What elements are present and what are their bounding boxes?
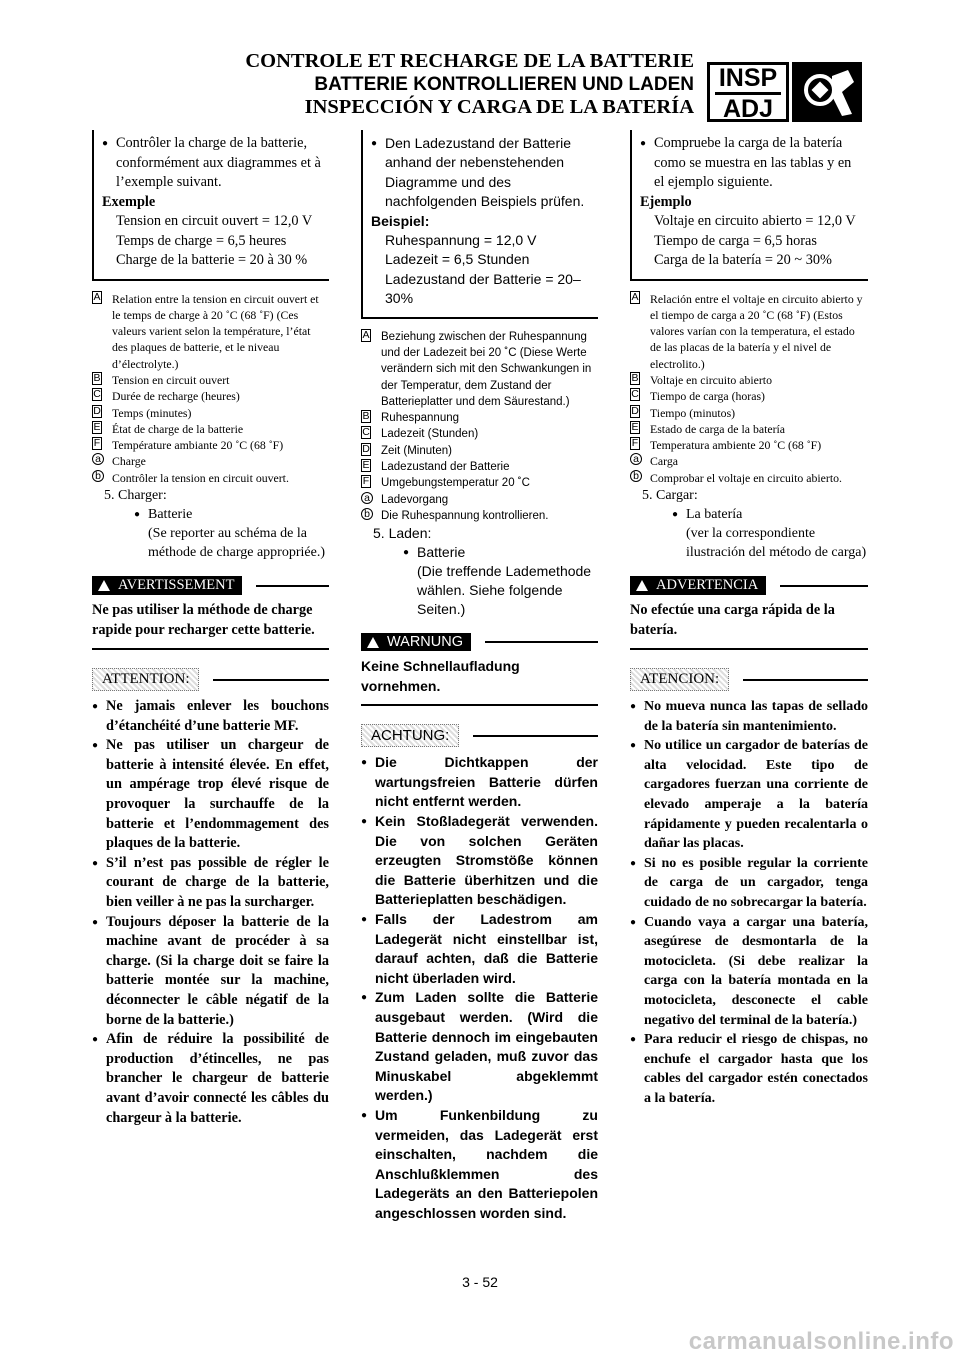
caution-item: ● Die Dichtkappen der wartungsfreien Batterie dürfen nicht entfernt werden. bbox=[361, 753, 598, 812]
caution-list bbox=[361, 753, 598, 1223]
example-line-1: Ruhespannung = 12,0 V bbox=[385, 232, 537, 249]
caution-item: ● S’il n’est pas possible de régler le courant de charge de la batterie, bien veiller à ne pas la surcharger. bbox=[92, 854, 329, 913]
title-spanish: INSPECCIÓN Y CARGA DE LA BATERÍA bbox=[304, 96, 694, 118]
intro-text: ● Compruebe la carga de la batería como se muestra en las tablas y en el ejemplo siguiente. bbox=[640, 134, 862, 193]
legend-key: a bbox=[630, 453, 642, 465]
page-number: 3 - 52 bbox=[462, 1274, 498, 1290]
warning-label-text: WARNUNG bbox=[387, 634, 463, 651]
caution-label: ATTENTION: bbox=[92, 668, 199, 691]
divider bbox=[485, 641, 598, 643]
legend-key: C bbox=[93, 388, 101, 401]
legend-key: F bbox=[362, 475, 370, 488]
example-line-1: Tension en circuit ouvert = 12,0 V bbox=[116, 213, 313, 229]
badge-insp: INSP bbox=[715, 65, 781, 95]
legend-text: Temperatura ambiente 20 ˚C (68 ˚F) bbox=[650, 438, 822, 453]
example-line-2: Temps de charge = 6,5 heures bbox=[116, 232, 287, 249]
legend-key: E bbox=[631, 420, 639, 433]
legend-text: Contrôler la tension en circuit ouvert. bbox=[112, 470, 289, 485]
title-german: BATTERIE KONTROLLIEREN UND LADEN bbox=[314, 74, 694, 95]
legend-notes bbox=[630, 291, 868, 487]
caution-item: ● Falls der Ladestrom am Ladegerät nicht einstellbar ist, darauf achten, daß die Batterie nicht überladen wird. bbox=[361, 910, 598, 988]
legend-key: A bbox=[631, 290, 639, 303]
column-french bbox=[92, 130, 329, 1128]
legend-key: F bbox=[631, 437, 639, 450]
caution-item: ● No utilice un cargador de baterías de alta velocidad. Este tipo de cargadores fuerzan una corriente de elevado amperaje a la batería rápidamente y pueden recalentarla o dañar las placas. bbox=[630, 736, 868, 854]
legend-notes bbox=[361, 329, 598, 525]
caution-item: ● Ne jamais enlever les bouchons d’étanchéité d’une batterie MF. bbox=[92, 697, 329, 736]
caution-list bbox=[630, 697, 868, 1108]
legend-key: E bbox=[93, 420, 101, 433]
example-line-3: Ladezustand der Batterie = 20–30% bbox=[385, 270, 581, 307]
charge-step bbox=[361, 524, 598, 619]
step-title: 5. Charger: bbox=[104, 488, 167, 504]
divider bbox=[256, 585, 329, 587]
badge-adj: ADJ bbox=[722, 95, 773, 123]
caution-item: ● No mueva nunca las tapas de sellado de la batería sin mantenimiento. bbox=[630, 697, 868, 736]
instruction-box bbox=[630, 130, 868, 281]
divider bbox=[213, 679, 329, 681]
legend-text: Tiempo de carga (horas) bbox=[650, 389, 765, 404]
legend-text: Comprobar el voltaje en circuito abierto. bbox=[650, 470, 842, 485]
caution-header bbox=[92, 668, 329, 691]
warning-label-text: AVERTISSEMENT bbox=[118, 577, 235, 594]
charge-step bbox=[92, 486, 329, 562]
legend-key: A bbox=[362, 328, 370, 341]
legend-key: A bbox=[93, 290, 101, 303]
legend-text: Température ambiante 20 ˚C (68 ˚F) bbox=[112, 438, 284, 453]
instruction-box bbox=[92, 130, 329, 281]
column-german bbox=[361, 130, 598, 1223]
divider bbox=[473, 735, 598, 737]
legend-text: Zeit (Minuten) bbox=[381, 444, 452, 457]
legend-key: F bbox=[93, 437, 101, 450]
example-heading: Beispiel: bbox=[371, 212, 430, 229]
legend-text: Umgebungstemperatur 20 ˚C bbox=[381, 477, 530, 490]
legend-key: E bbox=[362, 459, 370, 472]
legend-key: D bbox=[631, 404, 639, 417]
caution-item: ● Ne pas utiliser un chargeur de batterie à intensité élevée. En effet, un ampérage trop élevé risque de provoquer la surchauffe de la batterie et l’endommagement des plaques de la batterie. bbox=[92, 736, 329, 854]
legend-text: Ladezustand der Batterie bbox=[381, 461, 510, 474]
step-item: ● Batterie bbox=[134, 505, 329, 524]
divider bbox=[743, 679, 868, 681]
example-line-3: Charge de la batterie = 20 à 30 % bbox=[116, 252, 308, 268]
legend-key: B bbox=[362, 410, 370, 423]
warning-icon bbox=[367, 637, 379, 648]
legend-text: Estado de carga de la batería bbox=[650, 421, 786, 436]
wrench-tool-icon bbox=[792, 62, 862, 122]
legend-key: C bbox=[631, 388, 639, 401]
legend-text: Charge bbox=[112, 454, 146, 469]
legend-key: b bbox=[361, 508, 373, 520]
legend-key: C bbox=[362, 426, 370, 439]
page-header-titles bbox=[245, 50, 694, 119]
warning-header bbox=[92, 576, 329, 595]
step-note: (Die treffende Lademethode wählen. Siehe folgende Seiten.) bbox=[417, 563, 592, 618]
example-line-2: Tiempo de carga = 6,5 horas bbox=[654, 232, 817, 249]
legend-key: D bbox=[362, 442, 370, 455]
caution-label: ACHTUNG: bbox=[361, 724, 459, 747]
divider bbox=[780, 585, 868, 587]
warning-icon bbox=[98, 580, 110, 591]
instruction-box bbox=[361, 130, 598, 319]
legend-text: Voltaje en circuito abierto bbox=[650, 372, 772, 387]
warning-label-text: ADVERTENCIA bbox=[656, 577, 759, 594]
divider bbox=[92, 648, 329, 650]
legend-text: Durée de recharge (heures) bbox=[112, 389, 240, 404]
divider bbox=[630, 648, 868, 650]
intro-text: ● Contrôler la charge de la batterie, conformément aux diagrammes et à l’exemple suivant. bbox=[102, 134, 323, 193]
legend-text: Ladezeit (Stunden) bbox=[381, 428, 479, 441]
intro-text: ● Den Ladezustand der Batterie anhand der nebenstehenden Diagramme und des nachfolgenden Beispiels prüfen. bbox=[371, 134, 592, 212]
legend-text: Tiempo (minutos) bbox=[650, 405, 736, 420]
caution-header bbox=[361, 724, 598, 747]
charge-step bbox=[630, 486, 868, 562]
step-title: 5. Laden: bbox=[373, 525, 432, 542]
step-item: ● La batería bbox=[672, 505, 868, 524]
warning-label bbox=[361, 633, 471, 651]
step-title: 5. Cargar: bbox=[642, 488, 698, 504]
caution-item: ● Si no es posible regular la corriente de carga de un cargador, tenga cuidado de no sobrecargar la batería. bbox=[630, 854, 868, 913]
warning-label bbox=[92, 576, 242, 595]
caution-item: ● Toujours déposer la batterie de la machine avant de procéder à sa charge. (Si la charge doit se faire la batterie montée sur la machine, déconnecter le câble négatif de la borne de la batterie.) bbox=[92, 913, 329, 1031]
warning-label bbox=[630, 576, 766, 595]
caution-list bbox=[92, 697, 329, 1128]
title-french: CONTROLE ET RECHARGE DE LA BATTERIE bbox=[245, 50, 694, 72]
caution-label: ATENCION: bbox=[630, 668, 729, 691]
warning-icon bbox=[636, 580, 648, 591]
legend-key: B bbox=[93, 371, 101, 384]
step-note: (ver la correspondiente ilustración del método de carga) bbox=[686, 526, 867, 561]
caution-item: ● Cuando vaya a cargar una batería, asegúrese de desmontarla de la motocicleta. (Si debe realizar la carga con la batería montada en la motocicleta, desconecte el cable negativo del terminal de la batería.) bbox=[630, 913, 868, 1031]
warning-header bbox=[361, 633, 598, 651]
legend-text: Beziehung zwischen der Ruhespannung und der Ladezeit bei 20 ˚C (Diese Werte verändern sich mit den Schwankungen in der Temperatur, dem Zustand der Batterieplatter und dem Säurestand.) bbox=[381, 330, 592, 408]
legend-key: B bbox=[631, 371, 639, 384]
example-heading: Ejemplo bbox=[640, 193, 692, 210]
insp-adj-badge bbox=[707, 62, 789, 122]
legend-text: Die Ruhespannung kontrollieren. bbox=[381, 509, 549, 522]
column-spanish bbox=[630, 130, 868, 1109]
step-item: ● Batterie bbox=[403, 543, 598, 562]
caution-header bbox=[630, 668, 868, 691]
legend-notes bbox=[92, 291, 329, 487]
caution-item: ● Para reducir el riesgo de chispas, no enchufe el cargador hasta que los cables del cargador estén conectados a la batería. bbox=[630, 1030, 868, 1108]
legend-text: Relation entre la tension en circuit ouvert et le temps de charge à 20 ˚C (68 ˚F) (Ces valeurs varient selon la température, l’état des plaques de batterie, et le niveau d’électrolyte.) bbox=[112, 291, 319, 371]
example-line-1: Voltaje en circuito abierto = 12,0 V bbox=[654, 213, 856, 229]
legend-text: Carga bbox=[650, 454, 678, 469]
legend-text: Ruhespannung bbox=[381, 412, 460, 425]
legend-key: D bbox=[93, 404, 101, 417]
legend-key: a bbox=[361, 492, 373, 504]
legend-text: Tension en circuit ouvert bbox=[112, 372, 230, 387]
watermark: carmanualsonline.info bbox=[688, 1328, 954, 1355]
step-note: (Se reporter au schéma de la méthode de charge appropriée.) bbox=[148, 526, 325, 561]
legend-text: État de charge de la batterie bbox=[112, 421, 244, 436]
legend-text: Temps (minutes) bbox=[112, 405, 192, 420]
caution-item: ● Afin de réduire la possibilité de production d’étincelles, ne pas brancher le chargeur de batterie avant d’avoir connecté les câbles du chargeur à la batterie. bbox=[92, 1030, 329, 1128]
warning-text: Ne pas utiliser la méthode de charge rapide pour recharger cette batterie. bbox=[92, 602, 315, 638]
legend-key: b bbox=[630, 470, 642, 482]
caution-item: ● Zum Laden sollte die Batterie ausgebaut werden. (Wird die Batterie dennoch im eingebauten Zustand geladen, muß zuvor das Minuskabel abgeklemmt werden.) bbox=[361, 988, 598, 1106]
example-line-2: Ladezeit = 6,5 Stunden bbox=[385, 251, 530, 268]
caution-item: ● Kein Stoßladegerät verwenden. Die von solchen Geräten erzeugten Stromstöße können die Batterie überhitzen und die Batterieplatten beschädigen. bbox=[361, 812, 598, 910]
example-line-3: Carga de la batería = 20 ~ 30% bbox=[654, 252, 832, 268]
example-heading: Exemple bbox=[102, 193, 156, 210]
legend-key: a bbox=[92, 453, 104, 465]
legend-key: b bbox=[92, 470, 104, 482]
divider bbox=[361, 704, 598, 706]
legend-text: Ladevorgang bbox=[381, 493, 449, 506]
warning-text: No efectúe una carga rápida de la batería. bbox=[630, 602, 835, 638]
legend-text: Relación entre el voltaje en circuito abierto y el tiempo de carga a 20 ˚C (68 ˚F) (Estos valores varían con la temperatura, el estado de las placas de la batería y el nivel de electrolito.) bbox=[650, 291, 863, 371]
warning-text: Keine Schnellaufladung vornehmen. bbox=[361, 658, 520, 694]
caution-item: ● Um Funkenbildung zu vermeiden, das Ladegerät erst einschalten, nachdem die Anschlußklemmen des Ladegeräts an den Batteriepolen angeschlossen worden sind. bbox=[361, 1106, 598, 1224]
warning-header bbox=[630, 576, 868, 595]
